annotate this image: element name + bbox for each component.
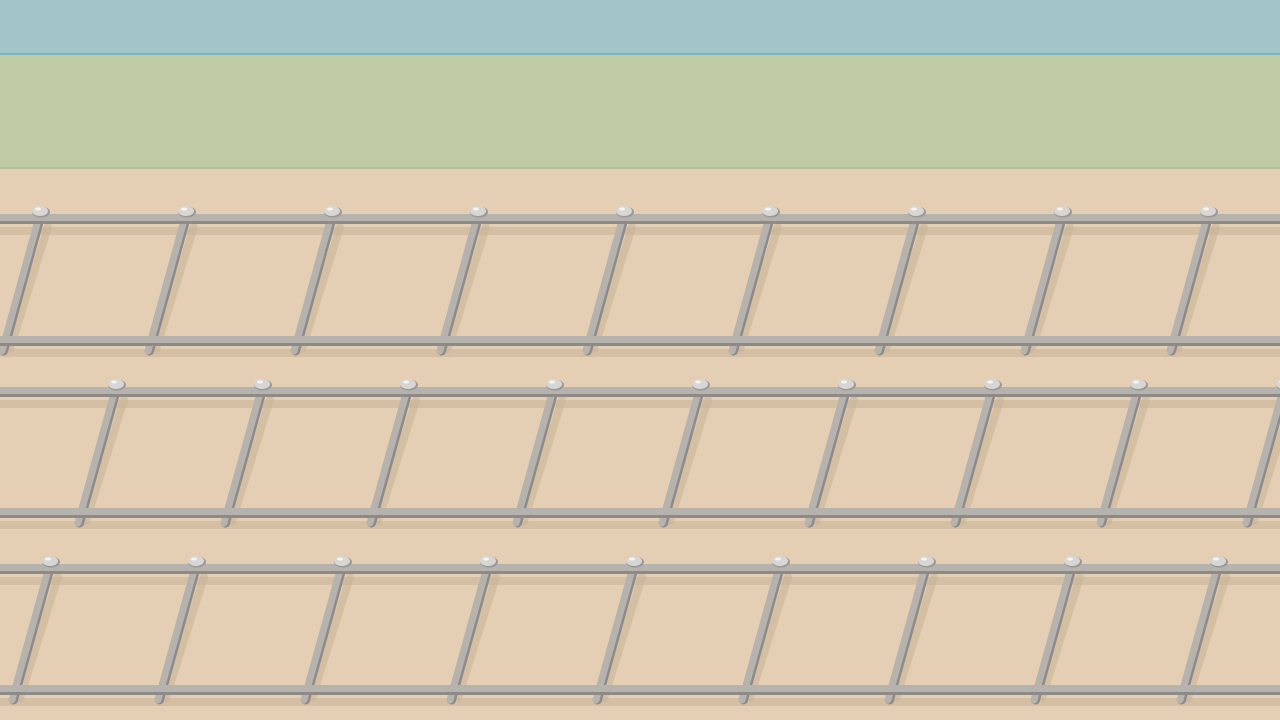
rivet-knob (400, 379, 416, 389)
rivet-knob (1064, 556, 1080, 566)
rivet-knob (984, 379, 1000, 389)
rivet-knob (838, 379, 854, 389)
rivet-highlight (1213, 557, 1219, 560)
rivet-highlight (111, 380, 117, 383)
rivet-knob (324, 206, 340, 216)
rivet-knob (908, 206, 924, 216)
rivet-knob (692, 379, 708, 389)
rivet-highlight (1203, 207, 1209, 210)
rivet-highlight (327, 207, 333, 210)
rivet-highlight (337, 557, 343, 560)
rivet-knob (334, 556, 350, 566)
rivet-highlight (473, 207, 479, 210)
rivet-knob (188, 556, 204, 566)
bottom-rail-shadow (0, 698, 1280, 706)
rivet-highlight (619, 207, 625, 210)
sand-ground (0, 169, 1280, 720)
bottom-rail-shadow (0, 521, 1280, 529)
top-rail-edge (0, 221, 1280, 224)
rivet-knob (546, 379, 562, 389)
rivet-highlight (403, 380, 409, 383)
rivet-highlight (1057, 207, 1063, 210)
rivet-highlight (45, 557, 51, 560)
rivet-highlight (483, 557, 489, 560)
rivet-highlight (841, 380, 847, 383)
rivet-knob (1200, 206, 1216, 216)
rivet-knob (470, 206, 486, 216)
rivet-highlight (921, 557, 927, 560)
rivet-highlight (695, 380, 701, 383)
rivet-knob (1210, 556, 1226, 566)
rivet-highlight (549, 380, 555, 383)
rivet-highlight (181, 207, 187, 210)
rivet-knob (32, 206, 48, 216)
rivet-knob (42, 556, 58, 566)
rivet-highlight (257, 380, 263, 383)
rivet-highlight (1067, 557, 1073, 560)
rivet-highlight (987, 380, 993, 383)
sky-band (0, 0, 1280, 55)
bottom-rail-edge (0, 692, 1280, 695)
rivet-knob (918, 556, 934, 566)
rivet-highlight (1133, 380, 1139, 383)
rivet-knob (178, 206, 194, 216)
top-rail-edge (0, 571, 1280, 574)
sky-edge (0, 53, 1280, 55)
grass-edge (0, 167, 1280, 169)
rivet-knob (626, 556, 642, 566)
rivet-knob (1054, 206, 1070, 216)
rivet-knob (762, 206, 778, 216)
rivet-highlight (911, 207, 917, 210)
rivet-knob (616, 206, 632, 216)
top-rail-edge (0, 394, 1280, 397)
rivet-knob (108, 379, 124, 389)
rivet-highlight (629, 557, 635, 560)
bottom-rail-edge (0, 515, 1280, 518)
rivet-highlight (35, 207, 41, 210)
rivet-highlight (191, 557, 197, 560)
rivet-knob (480, 556, 496, 566)
rivet-highlight (775, 557, 781, 560)
top-rail-shadow (0, 400, 1280, 408)
rivet-knob (772, 556, 788, 566)
grass-band (0, 55, 1280, 169)
rivet-knob (1130, 379, 1146, 389)
rivet-knob (254, 379, 270, 389)
bottom-rail-edge (0, 343, 1280, 346)
rivet-highlight (765, 207, 771, 210)
bottom-rail-shadow (0, 349, 1280, 357)
